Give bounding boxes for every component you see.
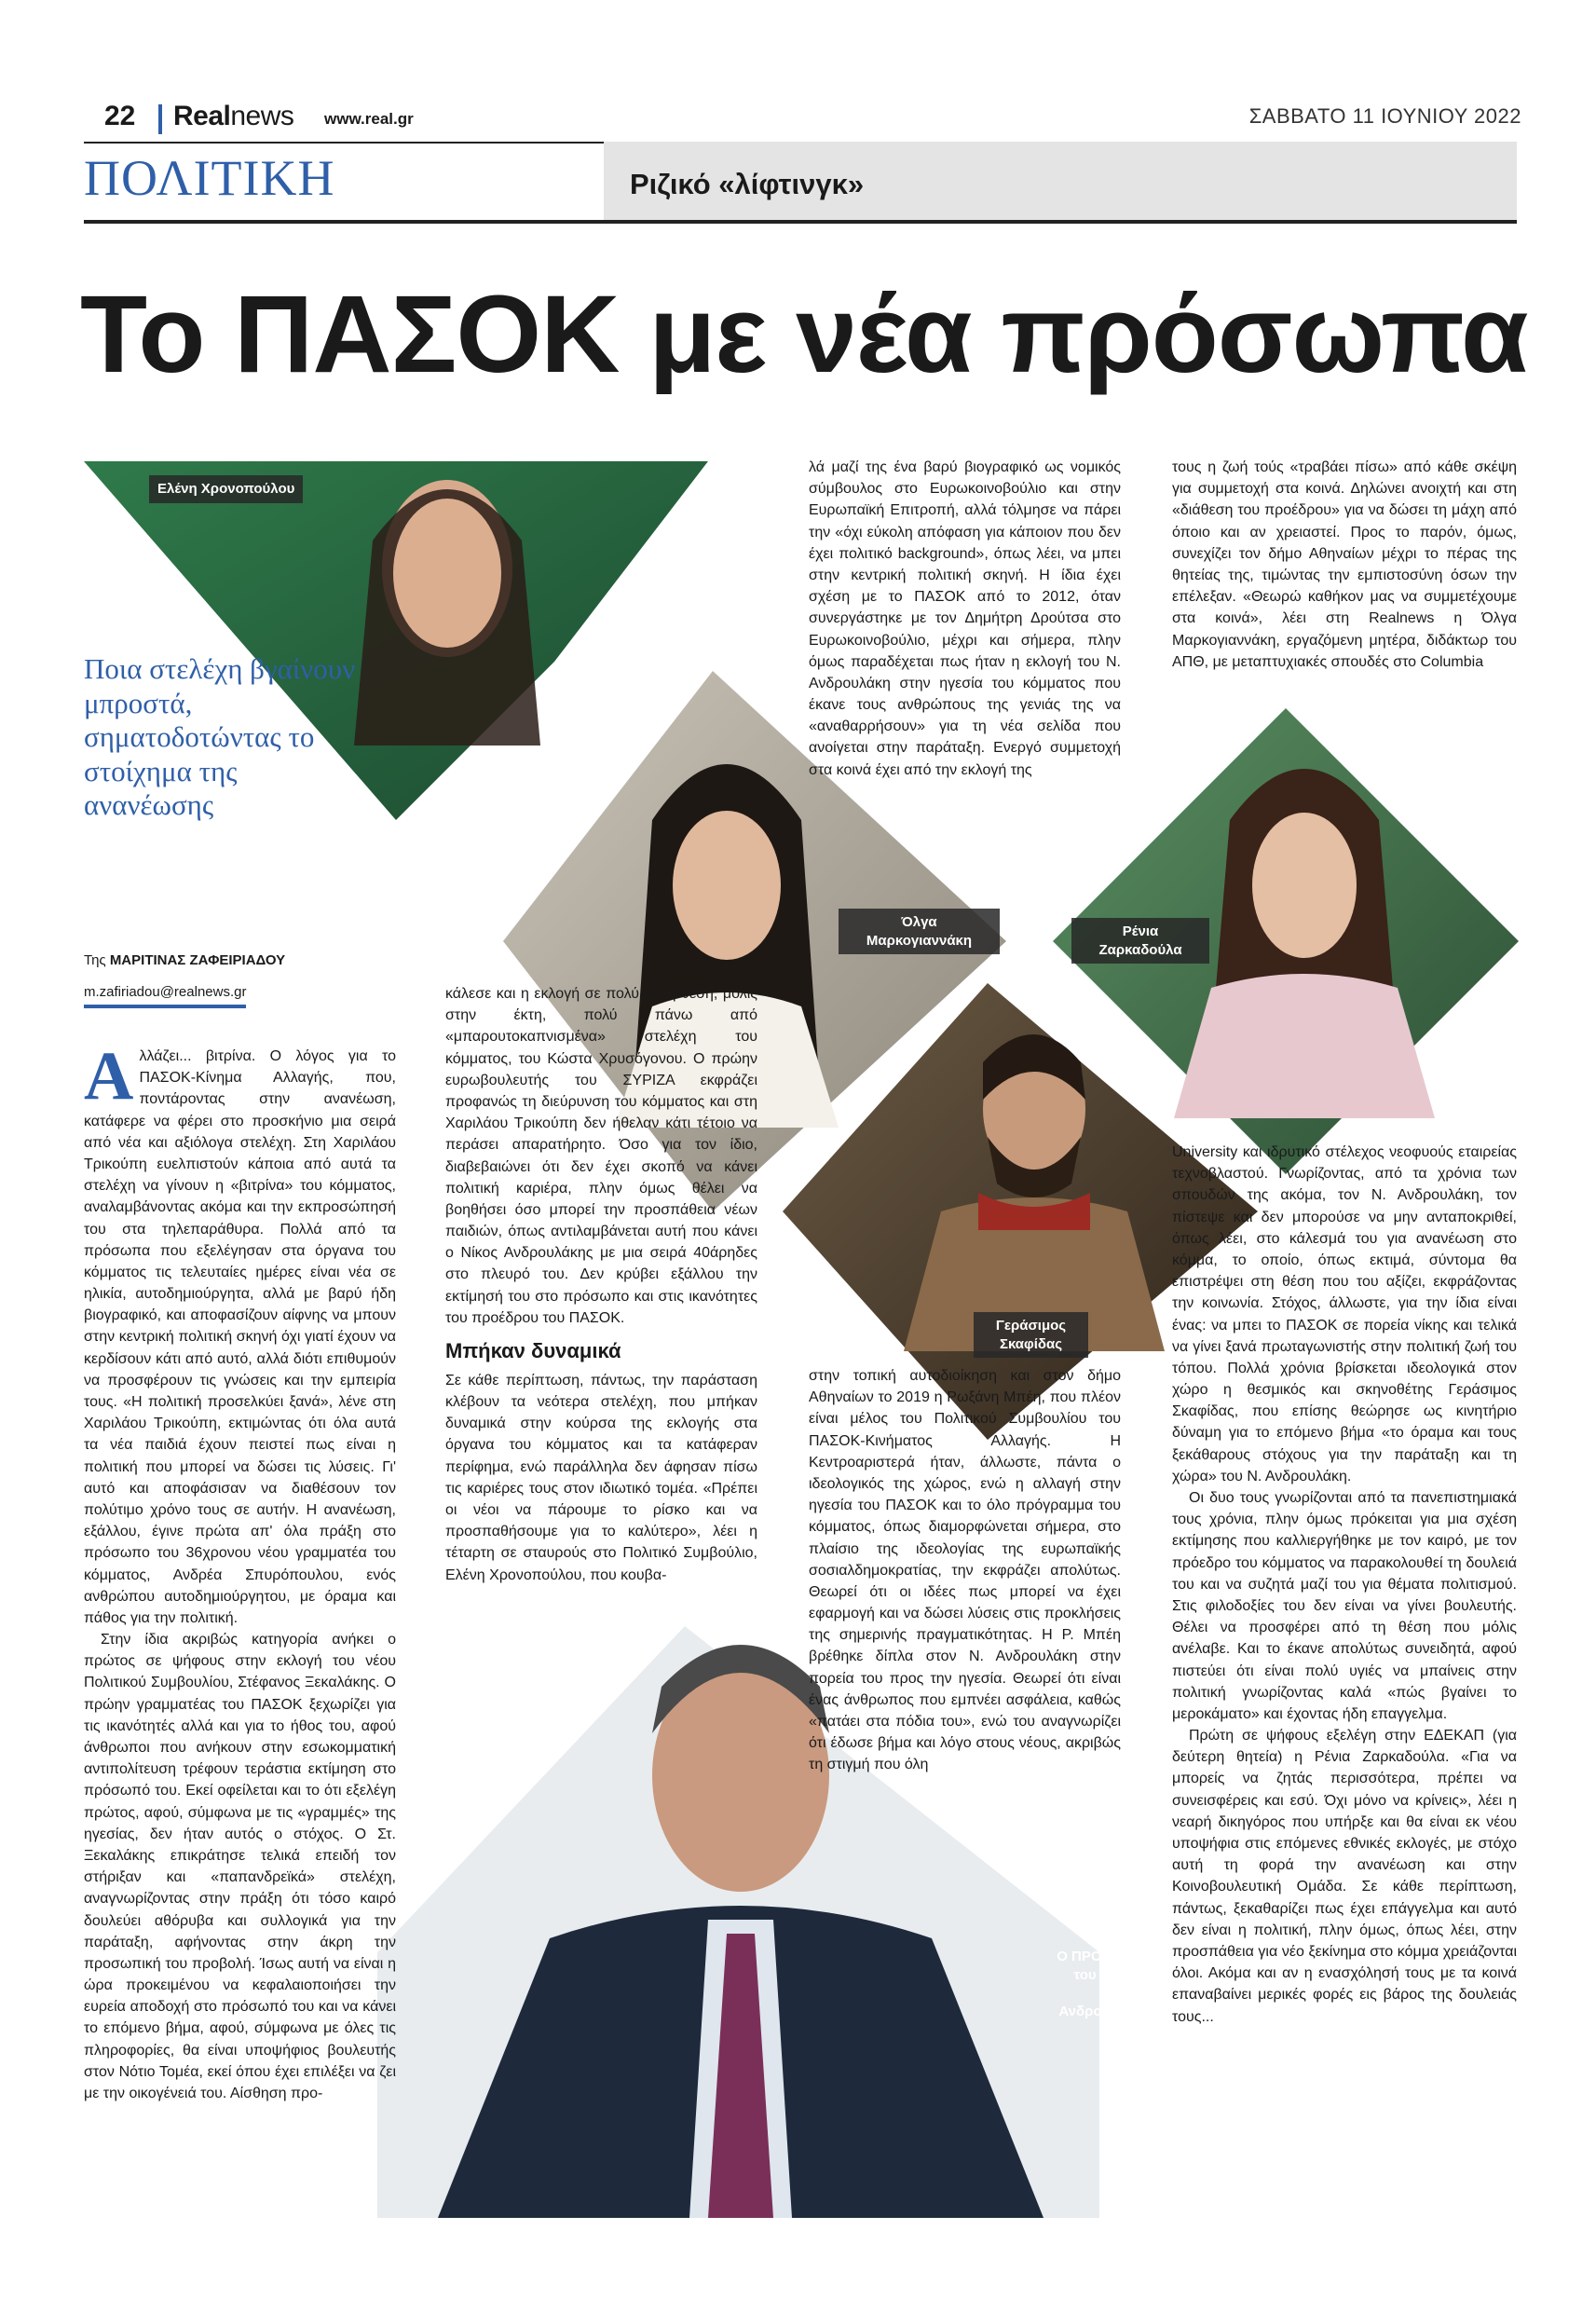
brand-url: www.real.gr xyxy=(324,110,414,128)
byline: Της ΜΑΡΙΤΙΝΑΣ ΖΑΦΕΙΡΙΑΔΟΥ xyxy=(84,952,286,968)
article-column-1 xyxy=(84,1046,396,2210)
issue-date: ΣΑΒΒΑΤΟ 11 ΙΟΥΝΙΟΥ 2022 xyxy=(1248,104,1521,128)
article-column-2 xyxy=(445,983,757,1626)
paragraph: Οι δυο τους γνωρίζονται από τα πανεπιστημιακά τους χρόνια, πλην όμως πρόκειται για μια σχέση εκτίμησης που καλλιεργήθηκε με τον καιρό, με τον πρόεδρο του κόμματος να παρακολουθεί τη δουλειά του και να συζητά μαζί του για θέματα πολιτισμού. Στις φιλοδοξίες του δεν είναι να γίνει βουλευτής. Θέλει να προσφέρει από τη θέση που μόλις ανέλαβε. Και το έκανε απολύτως συνειδητά, αφού πιστεύει ότι είναι πολύ υγιές να μπαίνεις στην πολιτική γνωρίζοντας καλά «πώς βγαίνει το μεροκάματο» και έχοντας ήδη επαγγελμα. xyxy=(1172,1490,1517,1722)
paragraph: κάλεσε και η εκλογή σε πολύ καλή θέση, μόλις στην έκτη, πολύ πάνω από «μπαρουτοκαπνισμένα» στελέχη του κόμματος, του Κώστα Χρυσόγονου. Ο πρώην ευρωβουλευτής του ΣΥΡΙΖΑ εκφράζει προφανώς τη διεύρυνση του κόμματος και στη Χαριλάου Τρικούπη δεν ήθελαν κάτι τέτοιο να περάσει απαρατήρητο. Όσο για τον ίδιο, διαβεβαιώνει ότι δεν έχει σκοπό να κάνει πολιτική καριέρα, πλην όμως θέλει να βοηθήσει όσο μπορεί την προσπάθεια νέων παιδιών, όπως αντιλαμβάνεται αυτή που κάνει ο Νίκος Ανδρουλάκης με μια σειρά 40άρηδες στο πλευρό του. Δεν κρύβει εξάλλου την εκτίμησή του στο πρόσωπο και στις ικανότητες του προέδρου του ΠΑΣΟΚ. xyxy=(445,986,757,1326)
subheadline: Ποια στελέχη βγαίνουν μπροστά, σηματοδοτώντας το στοίχημα της ανανέωσης xyxy=(84,652,356,822)
paragraph: τους η ζωή τούς «τραβάει πίσω» από κάθε σκέψη για συμμετοχή στα κοινά. Δηλώνει ανοιχτή και στη «διάθεση του προέδρου» για να δώσει τη μάχη από όποιο και αν χρειαστεί. Προς το παρόν, όμως, συνεχίζει τον δήμο Αθηναίων μέχρι το πέρας της θητείας της, τιμώντας την εμπιστοσύνη όσων την επέλεξαν. «Θεωρώ καθήκον μας να συμμετέχουμε στα κοινά», λέει στη Realnews η Όλγα Μαρκογιαννάκη, εργαζόμενη μητέρα, διδάκτωρ του ΑΠΘ, με μεταπτυχιακές σπουδές στο Columbia xyxy=(1172,459,1517,670)
paragraph: University και ιδρυτικό στέλεχος νεοφυούς εταιρείας τεχνοβλαστού. Γνωρίζοντας, από τα χρόνια των σπουδών της ακόμα, τον Ν. Ανδρουλάκη, τον πίστεψε και δεν μπορούσε να μην ανταποκριθεί, όπως λέει, στο κάλεσμά του για ανανέωση στο κόμμα, το οποίο, όπως εκτιμά, σύντομα θα επιστρέψει στη θέση που του αξίζει, εκφράζοντας την κοινωνία. Στόχος, άλλωστε, για την ίδια είναι ένας: να μπει το ΠΑΣΟΚ σε πορεία νίκης και τελικά να γίνει ξανά πρωταγωνιστής στην πολιτική ζωή του τόπου. Πολλά χρόνια βρίσκεται ιδεολογικά στον χώρο η θεσμικός και σκηνοθέτης Γεράσιμος Σκαφίδας, που επίσης θεώρησε ως κινητήριο δύναμη για το επόμενο βήμα «το όραμα και τους ξεκάθαρους στόχους για την παράταξη και τη χώρα» του Ν. Ανδρουλάκη. xyxy=(1172,1144,1517,1484)
article-column-3 xyxy=(809,457,1121,881)
paragraph: στην τοπική αυτοδιοίκηση και στον δήμο Αθηναίων το 2019 η Ρωξάνη Μπέη, που πλέον είναι μέλος του Πολιτικού Συμβουλίου του ΠΑΣΟΚ-Κινήματος Αλλαγής. Η Κεντροαριστερά ήταν, άλλωστε, πάντα ο ιδεολογικός της χώρος, ενώ η αλλαγή στην ηγεσία του ΠΑΣΟΚ και το όλο πρόγραμμα του κόμματος, όπως διαμορφώνεται σήμερα, στο πλαίσιο της ιδεολογίας της ευρωπαϊκής σοσιαλδημοκρατίας, την εκφράζει απολύτως. Θεωρεί ότι οι ιδέες πως μπορεί να έχει εφαρμογή και να δώσει λύσεις στις προκλήσεις της σημερινής πραγματικότητας. Η Ρ. Μπέη βρέθηκε δίπλα στον Ν. Ανδρουλάκη στην πορεία του προς την ηγεσία. Θεωρεί ότι είναι ένας άνθρωπος που εμπνέει ασφάλεια, καθώς «πατάει στα πόδια του», ενώ του αναγνωρίζει ότι έδωσε βήμα και λόγο στους νέους, ακριβώς τη στιγμή που όλη xyxy=(809,1368,1121,1773)
mid-heading: Μπήκαν δυναμικά xyxy=(445,1339,621,1362)
caption-olga: Όλγα Μαρκογιαννάκη xyxy=(839,909,1000,954)
caption-gerasimos: Γεράσιμος Σκαφίδας xyxy=(974,1312,1088,1358)
caption-eleni: Ελένη Χρονοπούλου xyxy=(149,475,303,503)
paragraph: λά μαζί της ένα βαρύ βιογραφικό ως νομικός σύμβουλος στο Ευρωκοινοβούλιο και στην Ευρωπαϊκή Επιτροπή, αλλά τόλμησε να πάρει την «όχι εύκολη απόφαση για κάποιον που δεν έχει πολιτικό background», όπως λέει, να μπει στην κεντρική πολιτική σκηνή. Η ίδια έχει σχέση με το ΠΑΣΟΚ από το 2012, όταν συνεργάστηκε με τον Δημήτρη Δρούτσα στο Ευρωκοινοβούλιο, μέχρι και σήμερα, πλην όμως παραδέχεται πως ήταν η εκλογή του Ν. Ανδρουλάκη στην ηγεσία του κόμματος που έκανε τους ανθρώπους της γενιάς της να «αναθαρρήσουν» για τη νέα σελίδα που ανοίγεται στην παράταξη. Ενεργό συμμετοχή στα κοινά έχει από την εκλογή της xyxy=(809,459,1121,778)
drop-cap: Α xyxy=(84,1046,134,1115)
paragraph: Σε κάθε περίπτωση, πάντως, την παράσταση κλέβουν τα νεότερα στελέχη, που μπήκαν δυναμικά στην κούρσα της εκλογής στα όργανα του κόμματος και τα κατάφεραν περίφημα, ενώ παράλληλα δεν άφησαν πίσω τις καριέρες τους στον ιδιωτικό τομέα. «Πρέπει οι νέοι να πάρουμε το ρίσκο και να προσπαθήσουμε για το καλύτερο», λέει η τέταρτη σε σταυρούς στο Πολιτικό Συμβούλιο, Ελένη Χρονοπούλου, που κουβα- xyxy=(445,1372,757,1583)
caption-renia: Ρένια Ζαρκαδούλα xyxy=(1071,918,1209,964)
page-number: 22 xyxy=(104,101,136,131)
headline: Το ΠΑΣΟΚ με νέα πρόσωπα xyxy=(80,273,1528,396)
brand-logo: Realnews xyxy=(173,101,294,131)
paragraph: Πρώτη σε ψήφους εξελέγη στην ΕΔΕΚΑΠ (για δεύτερη θητεία) η Ρένια Ζαρκαδούλα. «Για να μπορείς να ζητάς περισσότερα, πρέπει να συνεισφέρεις και εσύ. Όχι μόνο να κρίνεις», λέει η νεαρή δικηγόρος που υπήρξε και θα είναι εκ νέου υποψήφια στις επόμενες εθνικές εκλογές, με στόχο αυτή τη φορά την ανανέωση και στην Κοινοβουλευτική Ομάδα. Σε κάθε περίπτωση, πάντως, ξεκαθαρίζει πως έχει επάγγελμα και αυτό δεν είναι η πολιτική, πλην όμως, όπως λέει, στην προσπάθεια για νέο ξεκίνημα στο κόμμα χρειάζονται όλοι. Ακόμα και αν η ενασχόλησή τους με τα κοινά επαναβαίνει μερικές φορές εις βάρος της δουλειάς τους... xyxy=(1172,1728,1517,2025)
paragraph: λλάζει... βιτρίνα. Ο λόγος για το ΠΑΣΟΚ-Κίνημα Αλλαγής, που, ποντάροντας στην ανανέωση, κατάφερε να φέρει στο προσκήνιο μια σειρά από νέα και αξιόλογα στελέχη. Στη Χαριλάου Τρικούπη ευελπιστούν κάποια από αυτά τα στελέχη να γίνουν η «βιτρίνα» του κόμματος, αναλαμβάνοντας ακόμα και την εκπροσώπησή του στα τηλεπαράθυρα. Πολλά από τα πρόσωπα που εξελέγησαν στα όργανα του κόμματος τις τελευταίες ημέρες είναι νέα σε ηλικία, αυτοδημιούργητα, αλλά με βαρύ ήδη βιογραφικό, και αποφασίζουν αίφνης να μπουν στην κεντρική πολιτική σκηνή όχι γιατί έχουν να κερδίσουν κάτι από αυτό, αλλά διότι επιθυμούν να προσφέρουν τις γνώσεις και την εμπειρία τους. «Η πολιτική προσελκύει ξανά», λένε στη Χαριλάου Τρικούπη, εκτιμώντας ότι όλα αυτά τα νέα παιδιά έχουν πειστεί πως είναι η πολιτική που μπορεί να δώσει τις λύσεις. Γι' αυτό και αποφάσισαν να διαθέσουν τον πολύτιμο χρόνο τους σε αυτήν. Η ανανέωση, εξάλλου, έγινε πρώτα απ' όλα πράξη στο πρόσωπο του 36χρονου νέου γραμματέα του κόμματος, Ανδρέα Σπυρόπουλου, ενός ανθρώπου αυτοδημιούργητου, με όραμα και πάθος για την πολιτική. xyxy=(84,1048,396,1626)
article-column-3b xyxy=(809,1365,1121,1924)
caption-president: Ο ΠΡΟΕΔΡΟΣ του ΠΑΣΟΚ Νίκος Ανδρουλάκης xyxy=(1057,1949,1150,2019)
author-email: m.zafiriadou@realnews.gr xyxy=(84,984,246,1008)
paragraph: Στην ίδια ακριβώς κατηγορία ανήκει ο πρώτος σε ψήφους στην εκλογή του νέου Πολιτικού Συμβουλίου, Στέφανος Ξεκαλάκης. Ο πρώην γραμματέας του ΠΑΣΟΚ ξεχωρίζει για τις ικανότητές αλλά και για το ήθος του, αφού άνθρωποι που ανήκουν στην εσωκομματική αντιπολίτευση τρέφουν τεράστια εκτίμηση στο πρόσωπό του. Εκεί οφείλεται και το ότι εξελέγη πρώτος, αφού, σύμφωνα με τις «γραμμές» της ηγεσίας, δεν ήταν αυτός ο στόχος. Ο Στ. Ξεκαλάκης επικράτησε τελικά επειδή τον στήριξαν και «παπανδρεϊκά» στελέχη, αναγνωρίζοντας στην πράξη ότι τόσο καιρό δουλεύει αθόρυβα και συλλογικά για την παράταξη, αφήνοντας στην άκρη την προσωπική του προβολή. Ίσως αυτή να είναι η ώρα προκειμένου να κεφαλαιοποιήσει την ευρεία αποδοχή στο πρόσωπό του και να κάνει το επόμενο βήμα, αφού, σύμφωνα με όλες τις πληροφορίες, θα είναι υποψήφιος βουλευτής στον Νότιο Τομέα, εκεί όπου έχει επιλέξει να ζει με την οικογένειά του. Αίσθηση προ- xyxy=(84,1632,396,2101)
section-title: ΠΟΛΙΤΙΚΗ xyxy=(84,150,335,206)
article-column-4b xyxy=(1172,1142,1517,2213)
kicker-title: Ριζικό «λίφτινγκ» xyxy=(630,168,865,200)
article-column-4 xyxy=(1172,457,1517,801)
